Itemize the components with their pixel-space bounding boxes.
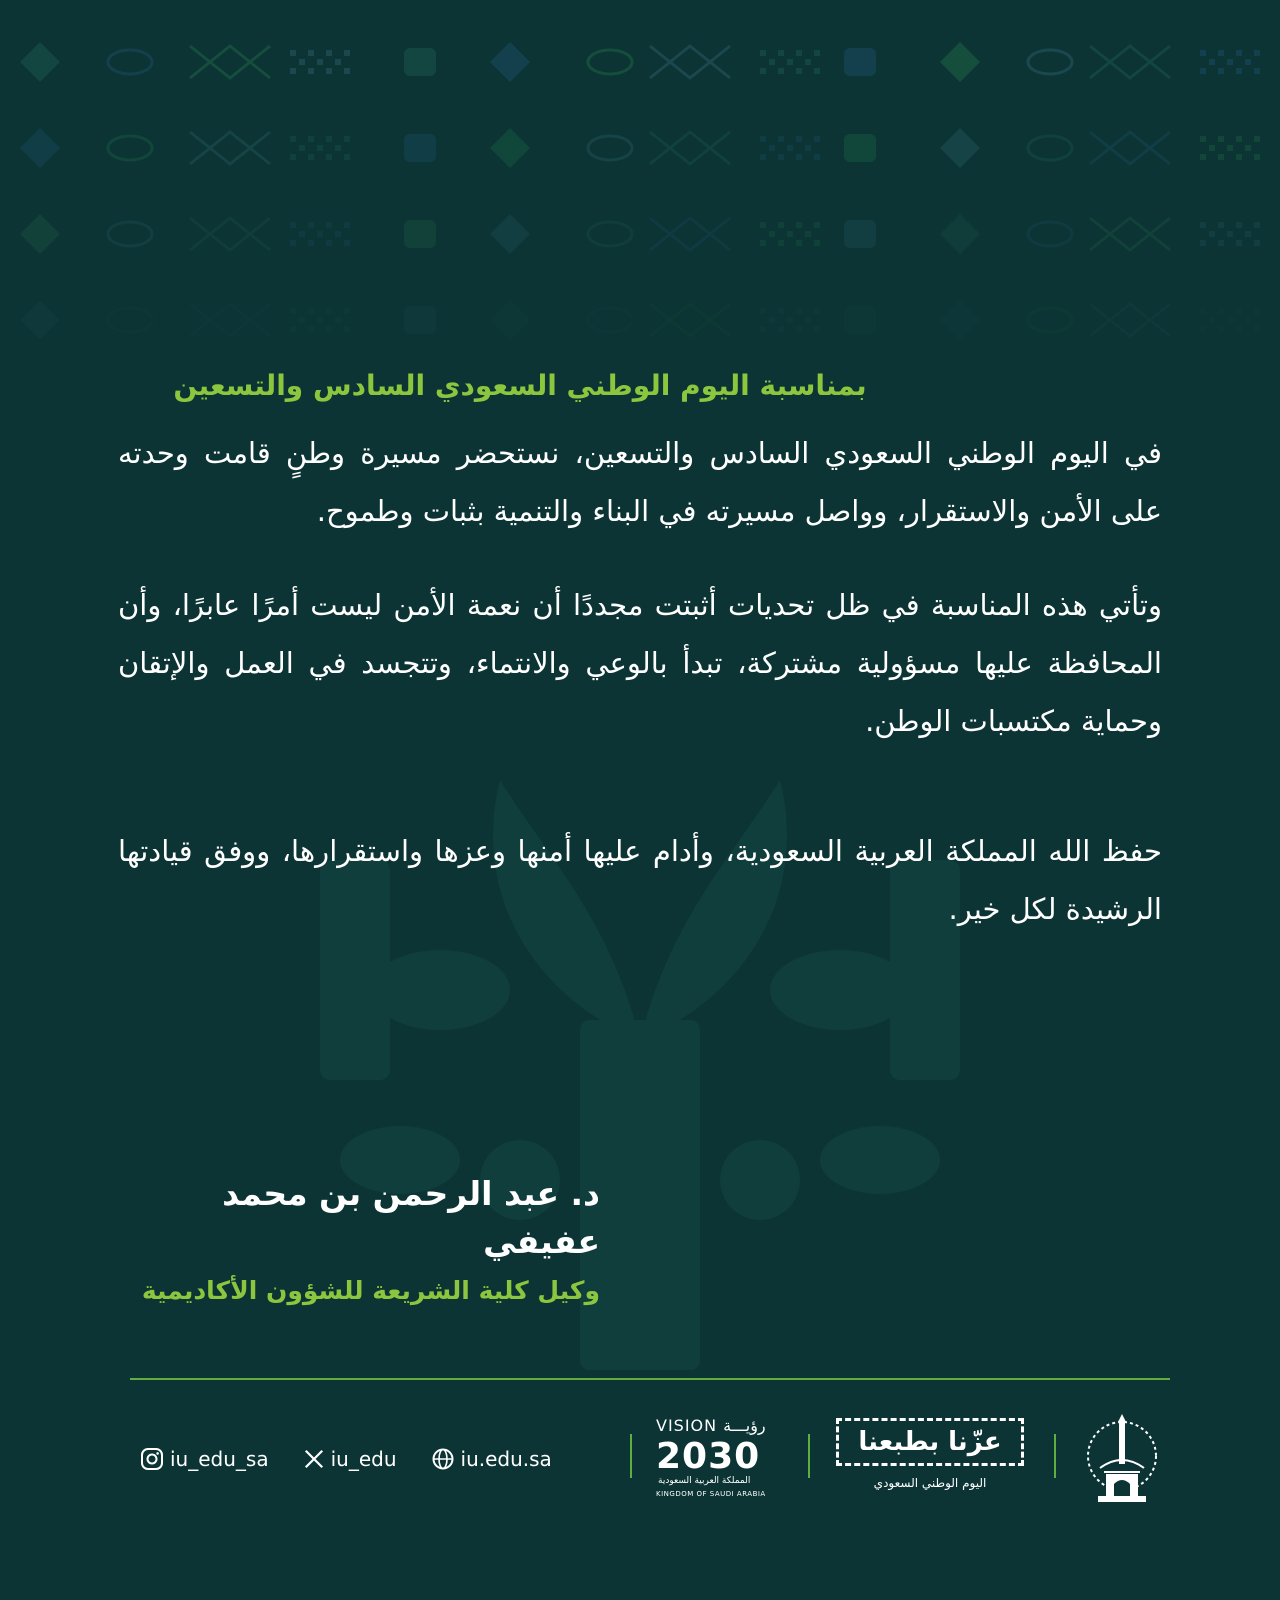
pattern-motif xyxy=(844,134,876,162)
pattern-motif xyxy=(844,48,876,76)
website-link[interactable] xyxy=(431,1447,552,1471)
pattern-motif xyxy=(490,214,530,254)
x-icon xyxy=(303,1448,325,1470)
logo-divider xyxy=(1054,1434,1056,1478)
pattern-motif xyxy=(108,308,152,332)
vision-kingdom-en: KINGDOM OF SAUDI ARABIA xyxy=(656,1490,766,1498)
occasion-heading: بمناسبة اليوم الوطني السعودي السادس والتسعين xyxy=(173,369,867,402)
x-link[interactable] xyxy=(303,1447,397,1471)
pattern-motif xyxy=(290,308,350,332)
pattern-motif xyxy=(1200,308,1260,332)
pattern-motif xyxy=(1200,50,1260,74)
pattern-motif xyxy=(20,300,60,340)
pattern-motif xyxy=(108,222,152,246)
x-handle: iu_edu xyxy=(330,1447,397,1471)
pattern-motif xyxy=(588,136,632,160)
national-day-logo xyxy=(836,1416,1032,1506)
pattern-motif xyxy=(490,128,530,168)
pattern-motif xyxy=(940,42,980,82)
pattern-motif xyxy=(490,42,530,82)
pattern-motif xyxy=(190,218,270,250)
pattern-motif xyxy=(1200,136,1260,160)
pattern-motif xyxy=(760,308,820,332)
signatory-title: وكيل كلية الشريعة للشؤون الأكاديمية xyxy=(141,1276,600,1305)
pattern-motif xyxy=(404,134,436,162)
pattern-motif xyxy=(940,300,980,340)
pattern-motif xyxy=(190,46,270,78)
pattern-motif xyxy=(940,128,980,168)
signature-block xyxy=(130,1170,600,1310)
pattern-motif xyxy=(940,214,980,254)
social-links xyxy=(140,1444,586,1474)
instagram-handle: iu_edu_sa xyxy=(170,1447,269,1471)
national-day-slogan: عزّنا بطبعنا xyxy=(836,1418,1024,1466)
pattern-motif xyxy=(20,128,60,168)
logo-divider xyxy=(630,1434,632,1478)
logo-divider xyxy=(808,1434,810,1478)
pattern-motif xyxy=(650,304,730,336)
pattern-motif xyxy=(190,304,270,336)
vision-label-en: VISION xyxy=(656,1416,718,1435)
instagram-link[interactable] xyxy=(140,1447,269,1471)
pattern-motif xyxy=(1028,308,1072,332)
vision-year: 2030 xyxy=(656,1436,761,1477)
vision-label-ar: رؤيـــة xyxy=(723,1416,766,1435)
islamic-university-logo-icon xyxy=(1078,1412,1166,1508)
pattern-motif xyxy=(588,50,632,74)
website-url: iu.edu.sa xyxy=(460,1447,552,1471)
pattern-motif xyxy=(290,222,350,246)
pattern-motif xyxy=(1200,222,1260,246)
pattern-motif xyxy=(1090,304,1170,336)
pattern-motif xyxy=(588,308,632,332)
pattern-motif xyxy=(650,218,730,250)
pattern-motif xyxy=(290,136,350,160)
globe-icon xyxy=(431,1447,455,1471)
pattern-motif xyxy=(404,306,436,334)
instagram-icon xyxy=(140,1447,164,1471)
pattern-motif xyxy=(844,220,876,248)
pattern-motif xyxy=(20,214,60,254)
footer-divider xyxy=(130,1378,1170,1380)
pattern-motif xyxy=(1090,46,1170,78)
message-body xyxy=(118,366,1162,938)
vision-2030-logo xyxy=(650,1416,790,1506)
pattern-motif xyxy=(108,136,152,160)
paragraph-prayer: حفظ الله المملكة العربية السعودية، وأدام عليها أمنها وعزها واستقرارها، ووفق قيادتها الرشيدة لكل خير. xyxy=(118,834,1162,926)
pattern-motif xyxy=(588,222,632,246)
pattern-motif xyxy=(1028,136,1072,160)
footer xyxy=(0,1400,1280,1530)
pattern-motif xyxy=(760,222,820,246)
pattern-motif xyxy=(650,132,730,164)
paragraph-security: وتأتي هذه المناسبة في ظل تحديات أثبتت مجددًا أن نعمة الأمن ليست أمرًا عابرًا، وأن المحافظة عليها مسؤولية مشتركة، تبدأ بالوعي والانتماء، وتتجسد في العمل والإتقان وحماية مكتسبات الوطن. xyxy=(118,588,1162,738)
pattern-motif xyxy=(1090,218,1170,250)
paragraph-intro: في اليوم الوطني السعودي السادس والتسعين، نستحضر مسيرة وطنٍ قامت وحدته على الأمن والاستقرار، وواصل مسيرته في البناء والتنمية بثبات وطموح. xyxy=(118,436,1162,528)
pattern-motif xyxy=(650,46,730,78)
pattern-motif xyxy=(404,48,436,76)
pattern-motif xyxy=(404,220,436,248)
pattern-motif xyxy=(760,136,820,160)
signatory-name: د. عبد الرحمن بن محمد عفيفي xyxy=(222,1174,600,1261)
pattern-motif xyxy=(1028,50,1072,74)
pattern-motif xyxy=(20,42,60,82)
pattern-motif xyxy=(108,50,152,74)
pattern-motif xyxy=(290,50,350,74)
pattern-motif xyxy=(490,300,530,340)
pattern-motif xyxy=(1090,132,1170,164)
pattern-motif xyxy=(844,306,876,334)
pattern-motif xyxy=(760,50,820,74)
pattern-motif xyxy=(190,132,270,164)
pattern-motif xyxy=(1028,222,1072,246)
sadu-pattern-decoration xyxy=(0,0,1280,340)
vision-kingdom-ar: المملكة العربية السعودية xyxy=(658,1476,751,1486)
national-day-subtitle: اليوم الوطني السعودي xyxy=(873,1476,987,1490)
